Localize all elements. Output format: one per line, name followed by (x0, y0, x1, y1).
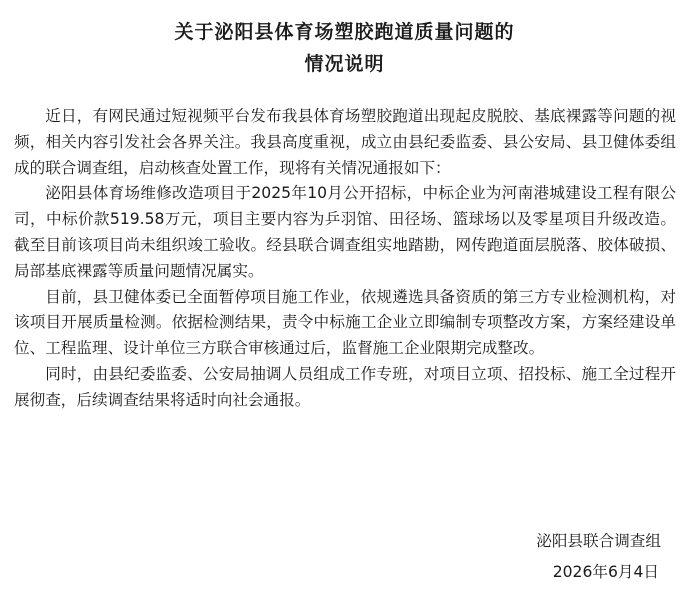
paragraph-intro: 近日，有网民通过短视频平台发布我县体育场塑胶跑道出现起皮脱胶、基底裸露等问题的视频，相关内容引发社会各界关注。我县高度重视，成立由县纪委监委、县公安局、县卫健体委组成的联合调查组，启动核查处置工作，现将有关情况通报如下： (14, 107, 676, 177)
paragraph-rectification: 目前，县卫健体委已全面暂停项目施工作业，依规遴选具备资质的第三方专业检测机构，对该项目开展质量检测。依据检测结果，责令中标施工企业立即编制专项整改方案，方案经建设单位、工程监理、设计单位三方联合审核通过后，监督施工企业限期完成整改。 (14, 287, 676, 358)
notice-title-line1: 关于泌阳县体育场塑胶跑道质量问题的 (174, 21, 515, 43)
paragraph-project-facts: 泌阳县体育场维修改造项目于2025年10月公开招标，中标企业为河南港城建设工程有限公司，中标价款519.58万元，项目主要内容为乒羽馆、田径场、篮球场以及零星项目升级改造。截至目前该项目尚未组织竣工验收。经县联合调查组实地踏勘，网传跑道面层脱落、胶体破损、局部基底裸露等质量问题情况属实。 (14, 184, 676, 280)
signature-date: 2026年6月4日 (552, 563, 659, 581)
paragraph-investigation: 同时，由县纪委监委、公安局抽调人员组成工作专班，对项目立项、招投标、施工全过程开展彻查，后续调查结果将适时向社会通报。 (14, 364, 676, 409)
notice-title-line2: 情况说明 (304, 53, 385, 75)
notice-body (14, 104, 676, 414)
signature-organization: 泌阳县联合调查组 (536, 532, 661, 550)
